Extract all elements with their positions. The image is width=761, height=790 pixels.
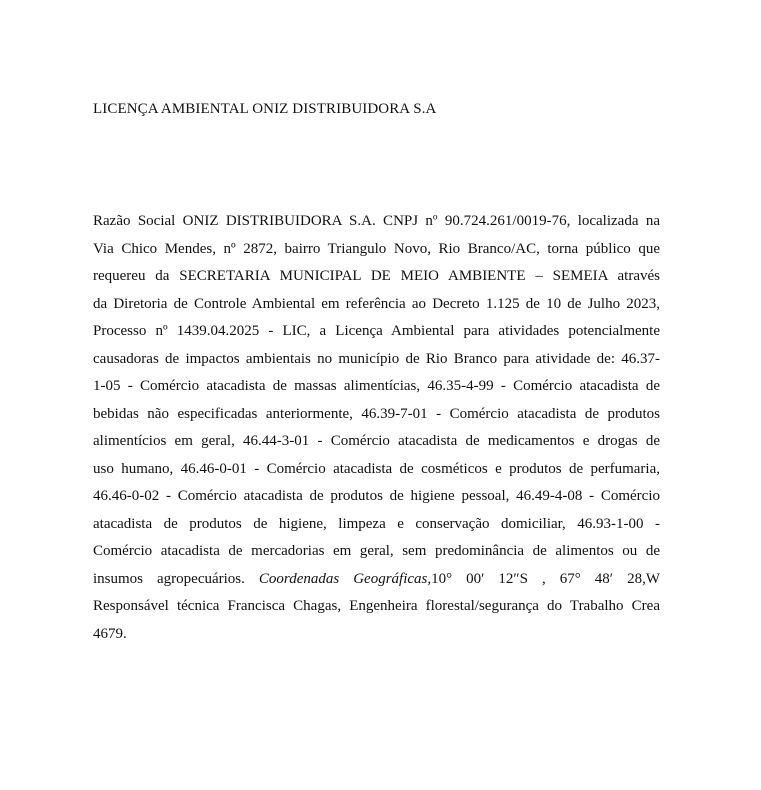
body-line: atacadista de produtos de higiene, limpeza e conservação domiciliar, 46.93-1-00 -: [93, 515, 660, 532]
body-line: 46.46-0-02 - Comércio atacadista de produtos de higiene pessoal, 46.49-4-08 - Comércio: [93, 488, 660, 504]
body-line: Comércio atacadista de mercadorias em geral, sem predominância de alimentos ou de: [93, 543, 660, 559]
body-line: causadoras de impactos ambientais no município de Rio Branco para atividade de: 46.37-: [93, 350, 660, 367]
body-line: da Diretoria de Controle Ambiental em referência ao Decreto 1.125 de 10 de Julho 2023,: [93, 295, 660, 312]
body-line: requereu da SECRETARIA MUNICIPAL DE MEIO AMBIENTE – SEMEIA através: [93, 268, 660, 284]
coordinates-line: [93, 566, 660, 594]
body-line: uso humano, 46.46-0-01 - Comércio atacadista de cosméticos e produtos de perfumaria,: [93, 460, 660, 477]
responsible-line: Responsável técnica Francisca Chagas, Engenheira florestal/segurança do Trabalho Crea: [93, 598, 660, 614]
body-line: Via Chico Mendes, nº 2872, bairro Triangulo Novo, Rio Branco/AC, torna público que: [93, 240, 660, 257]
coordinates-prefix: insumos agropecuários.: [93, 570, 259, 587]
body-line: Processo nº 1439.04.2025 - LIC, a Licença Ambiental para atividades potencialmente: [93, 323, 660, 339]
document-title: LICENÇA AMBIENTAL ONIZ DISTRIBUIDORA S.A: [93, 101, 437, 117]
body-line: 1-05 - Comércio atacadista de massas alimentícias, 46.35-4-99 - Comércio atacadista de: [93, 378, 660, 394]
body-line: bebidas não especificadas anteriormente, 46.39-7-01 - Comércio atacadista de produtos: [93, 405, 660, 422]
body-line: alimentícios em geral, 46.44-3-01 - Comércio atacadista de medicamentos e drogas de: [93, 433, 660, 449]
coordinates-label: Coordenadas Geográficas,: [258, 570, 432, 587]
coordinates-value: 10° 00′ 12″S , 67° 48′ 28,W: [431, 570, 660, 587]
body-line: Razão Social ONIZ DISTRIBUIDORA S.A. CNPJ nº 90.724.261/0019-76, localizada na: [93, 213, 660, 229]
crea-line: 4679.: [93, 625, 127, 642]
document-body: [93, 208, 660, 648]
